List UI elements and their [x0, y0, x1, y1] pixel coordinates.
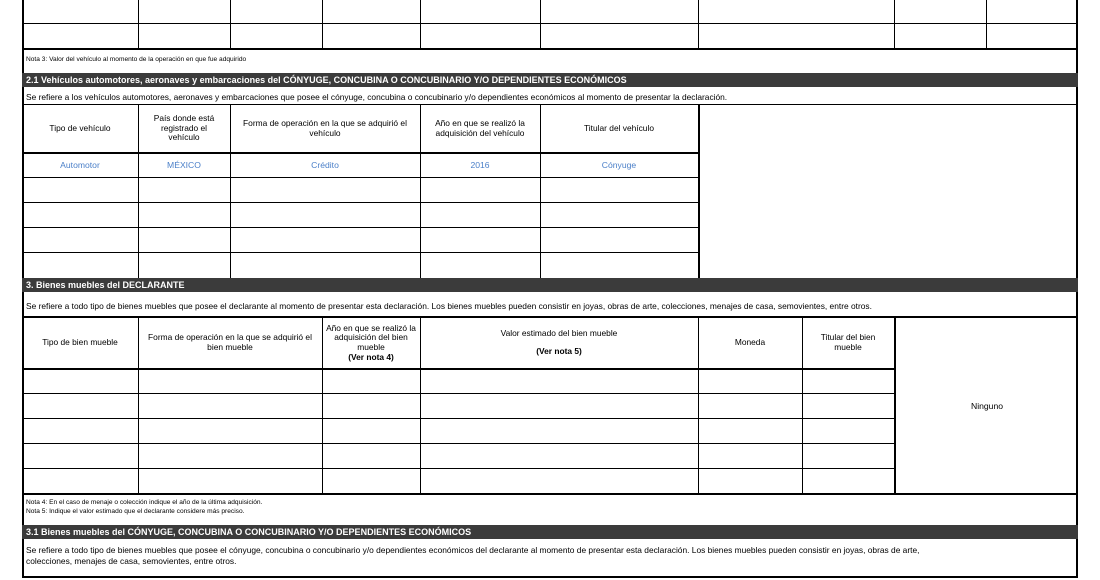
note-4: Nota 4: En el caso de menaje o colección indique el año de la última adquisición. [26, 499, 263, 506]
section-3-1-title: 3.1 Bienes muebles del CÓNYUGE, CONCUBINA O CONCUBINARIO Y/O DEPENDIENTES ECONÓMICOS [22, 525, 1078, 539]
col-header-moneda: Moneda [734, 337, 766, 348]
note-5: Nota 5: Indique el valor estimado que el declarante considere más preciso. [26, 508, 245, 515]
ninguno-label: Ninguno [970, 400, 1003, 411]
section-3-description: Se refiere a todo tipo de bienes muebles que posee el declarante al momento de presentar esta declaración. Los bienes muebles pueden consistir en joyas, obras de arte, colecciones, menajes de casa, semovientes, entre otros. [26, 301, 872, 311]
vehicle-forma-value: Crédito [311, 160, 339, 170]
section-2-1-description: Se refiere a los vehículos automotores, aeronaves y embarcaciones que posee el cónyuge, concubina o concubinario y/o dependientes económicos al momento de presentar la declaración. [26, 92, 728, 102]
section-3-title: 3. Bienes muebles del DECLARANTE [22, 278, 1078, 292]
col-header-titular-bien: Titular del bien mueble [820, 332, 876, 352]
col-header-tipo-bien: Tipo de bien mueble [42, 337, 118, 348]
nota-4-ref: (Ver nota 4) [348, 351, 394, 362]
nota-5-ref: (Ver nota 5) [536, 346, 582, 356]
col-header-forma-operacion: Forma de operación en la que se adquirió el vehículo [243, 117, 407, 138]
col-header-anio-bien: Año en que se realizó la adquisición del bien mueble (Ver nota 4) [326, 322, 416, 362]
col-header-tipo-vehiculo: Tipo de vehículo [49, 122, 111, 133]
col-header-valor-bien: Valor estimado del bien mueble (Ver nota 5) [500, 328, 618, 356]
vehicle-tipo-value: Automotor [60, 160, 100, 170]
note-3: Nota 3: Valor del vehículo al momento de la operación en que fue adquirido [26, 56, 247, 63]
col-header-anio-adquisicion: Año en que se realizó la adquisición del vehículo [435, 117, 525, 138]
vehicle-pais-value: MÉXICO [167, 160, 201, 170]
section-3-1-description-line-1: Se refiere a todo tipo de bienes muebles que posee el cónyuge, concubina o concubinario y/o dependientes económicos del declarante al momento de presentar esta declaración. Los bienes muebles pueden consistir en joyas, obras de arte, [26, 545, 920, 555]
section-2-1-title: 2.1 Vehículos automotores, aeronaves y embarcaciones del CÓNYUGE, CONCUBINA O CONCUBINARIO Y/O DEPENDIENTES ECONÓMICOS [22, 73, 1078, 87]
section-3-1-description-line-2: colecciones, menajes de casa, semovientes, entre otros. [26, 556, 237, 566]
col-header-titular: Titular del vehículo [584, 122, 654, 133]
vehicle-titular-value: Cónyuge [601, 160, 637, 170]
col-header-pais: País donde está registrado el vehículo [153, 113, 215, 143]
col-header-forma-bien: Forma de operación en la que se adquirió el bien mueble [148, 332, 312, 352]
vehicle-anio-value: 2016 [470, 160, 490, 170]
